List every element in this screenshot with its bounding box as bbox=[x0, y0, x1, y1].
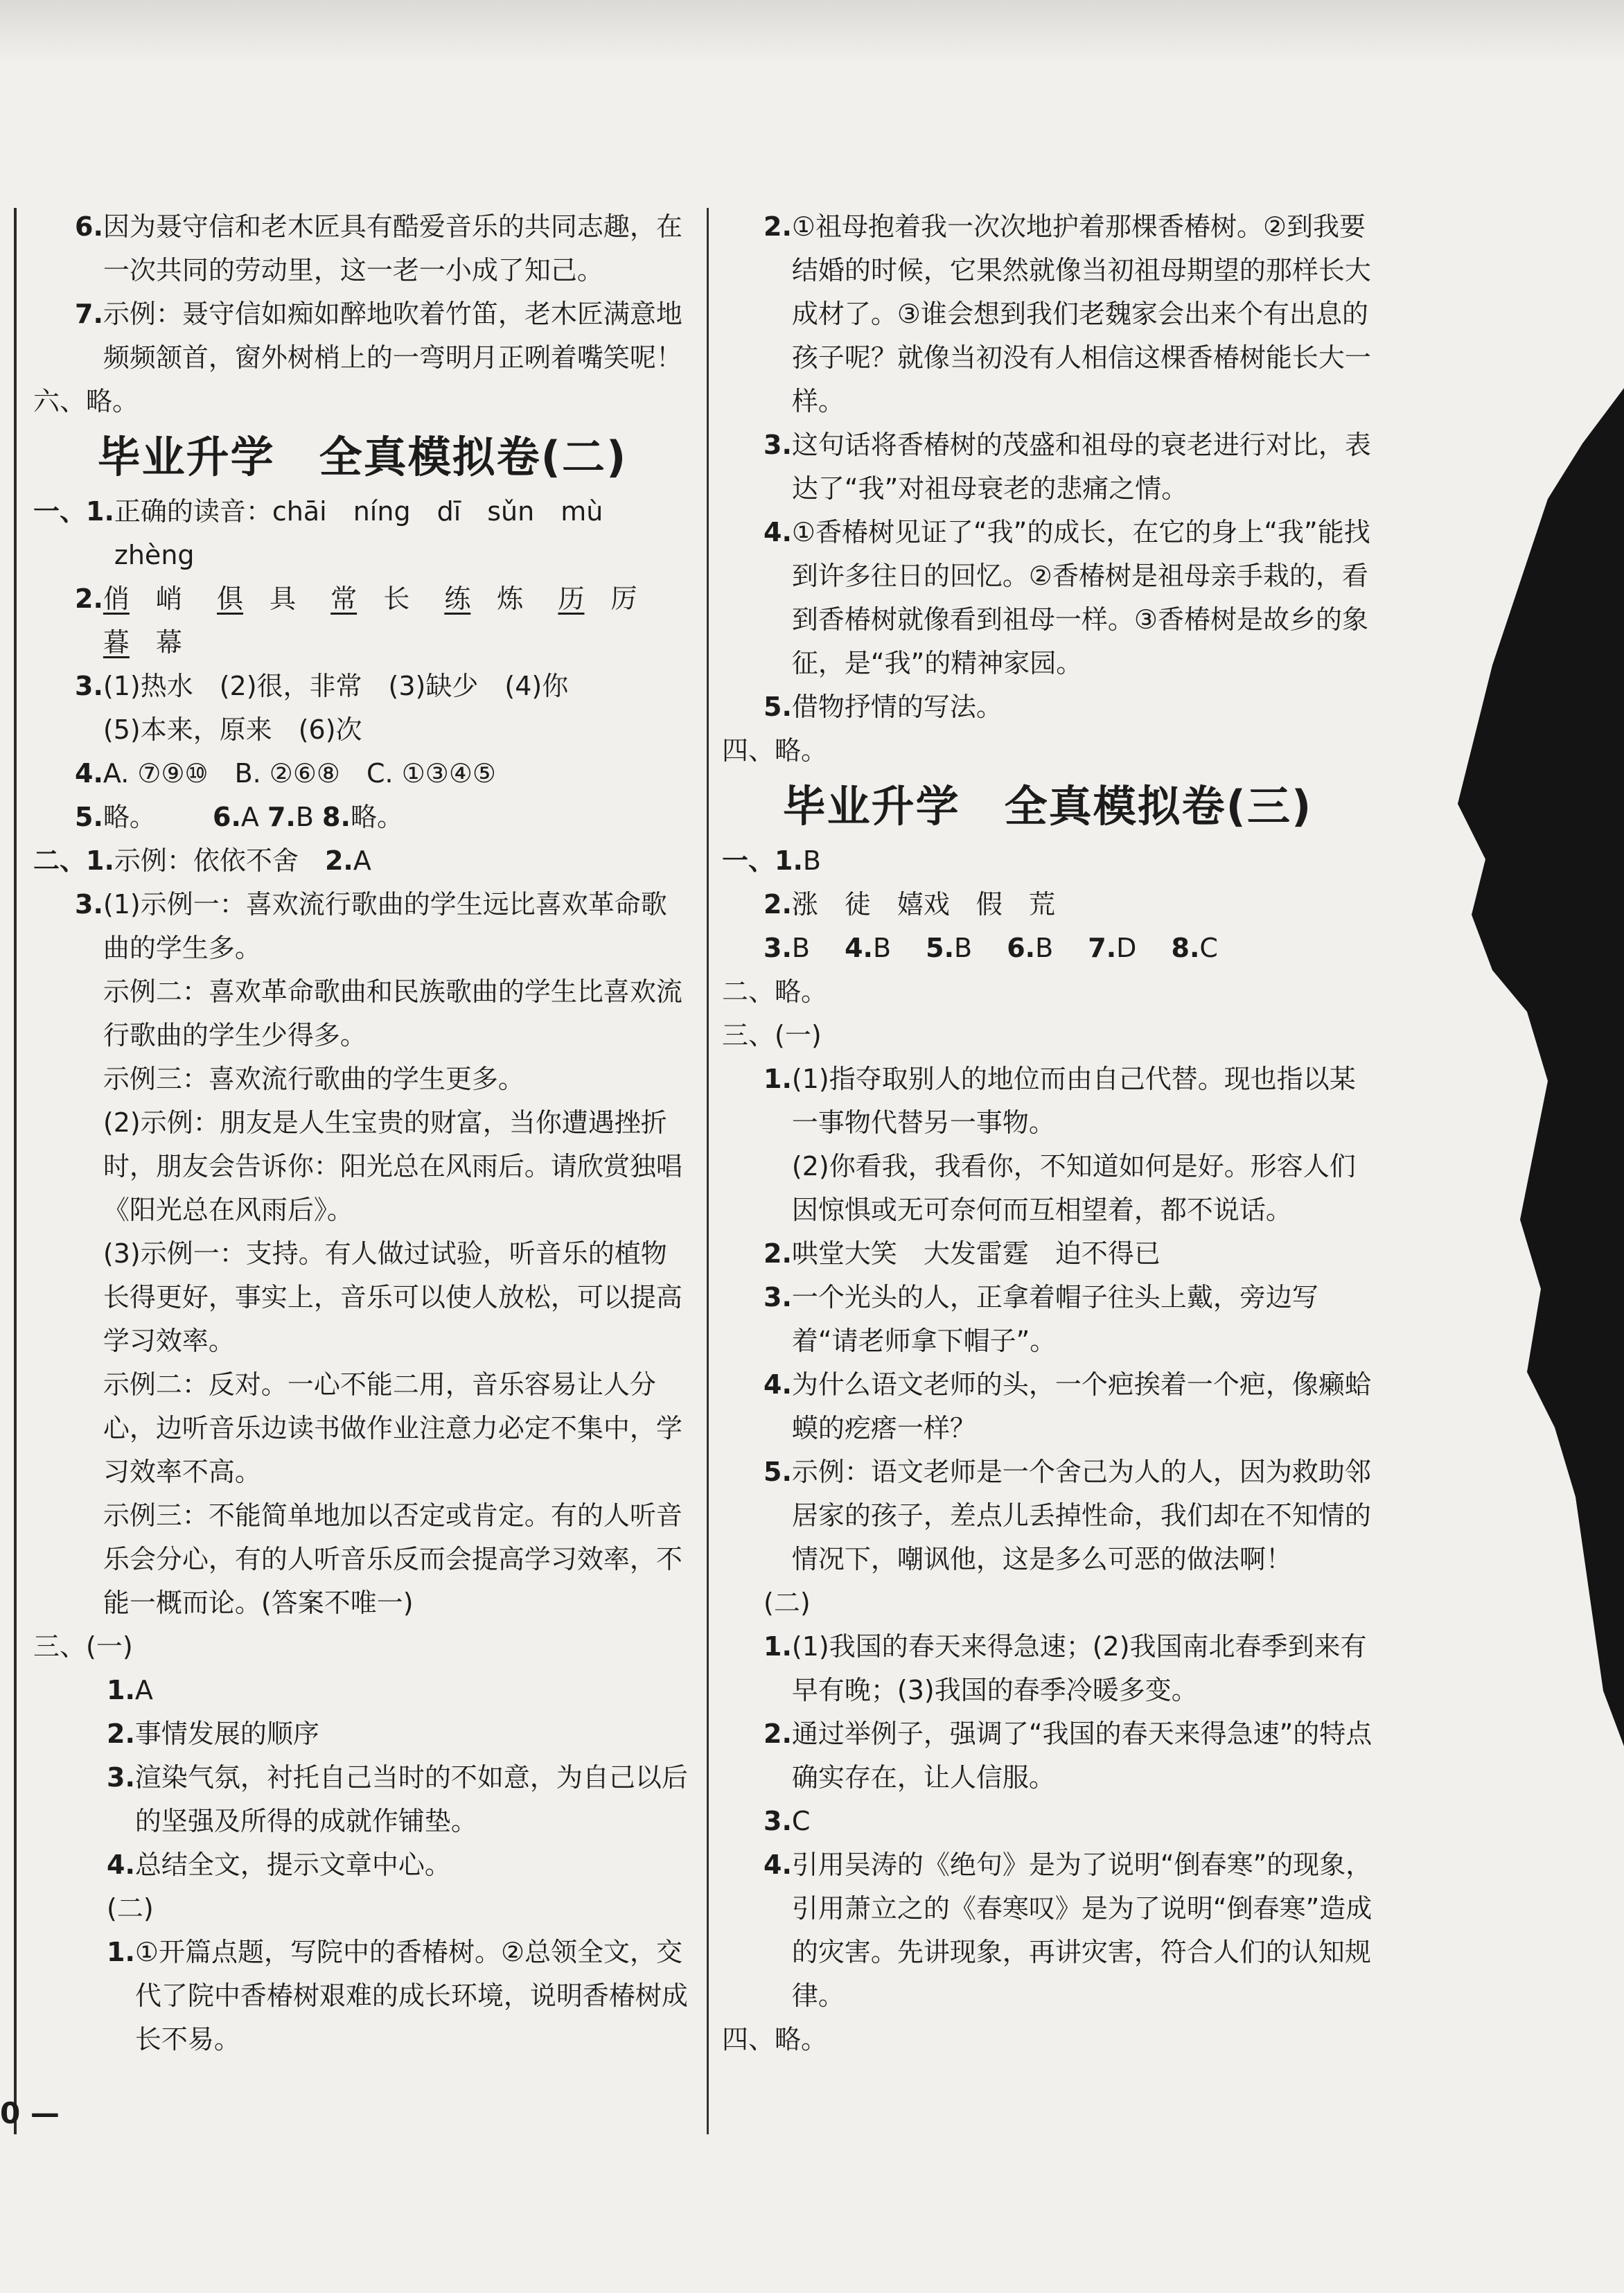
right-column bbox=[722, 205, 1373, 2062]
exam-title-2: 毕业升学 全真模拟卷(二) bbox=[97, 432, 628, 482]
section-six: 六、略。 bbox=[33, 386, 139, 416]
r-s3-q7: 2. 通过举例子，强调了“我国的春天来得急速”的特点确实存在，让人信服。 bbox=[764, 1719, 1373, 1793]
page-number: 0 — bbox=[0, 2096, 60, 2130]
r-section-two: 二、略。 bbox=[722, 976, 828, 1007]
s2-q3: 3. (1)示例一：喜欢流行歌曲的学生远比喜欢革命歌曲的学生多。 示例二：喜欢革命歌曲和民族歌曲的学生比喜欢流行歌曲的学生少得多。 示例三：喜欢流行歌曲的学生更多。 (2)示例：朋友是人生宝贵的财富，当你遭遇挫折时，朋友会告诉你：阳光总在风雨后。请欣赏独唱《阳光总在风雨后》。 (3)示例一：支持。有人做过试验，听音乐的植物长得更好，事实上，音乐可以使人放松，可以提高学习效率。 示例二：反对。一心不能二用，音乐容易让人分心，边听音乐边读书做作业注意力必定不集中，学习效率不高。 示例三：不能简单地加以否定或肯定。有的人听音乐会分心，有的人听音乐反而会提高学习效率，不能一概而论。(答案不唯一) bbox=[75, 889, 682, 1618]
r-s3-sub2: (二) bbox=[764, 1588, 811, 1618]
torn-edge-shadow bbox=[1444, 0, 1624, 2293]
s1-q5-8: 5. 略。 6.A 7.B 8.略。 bbox=[75, 802, 403, 832]
left-column bbox=[33, 205, 691, 2062]
answer-6: 6. 因为聂守信和老木匠具有酷爱音乐的共同志趣，在一次共同的劳动里，这一老一小成了知己。 bbox=[75, 211, 682, 285]
top-shadow bbox=[0, 0, 1624, 62]
torn-edge-shape bbox=[1458, 388, 1624, 1746]
s1-q3: 3. (1)热水 (2)很，非常 (3)缺少 (4)你 (5)本来，原来 (6)次 bbox=[75, 671, 569, 745]
r-s1-q1: 一、 1. B bbox=[722, 845, 821, 876]
r-section-four-2: 四、略。 bbox=[722, 2024, 828, 2055]
s1-q4: 4. A. ⑦⑨⑩ B. ②⑥⑧ C. ①③④⑤ bbox=[75, 758, 496, 789]
r-answer-4: 4. ①香椿树见证了“我”的成长，在它的身上“我”能找到许多往日的回忆。②香椿树是祖母亲手栽的，看到香椿树就像看到祖母一样。③香椿树是故乡的象征，是“我”的精神家园。 bbox=[764, 517, 1370, 678]
s3-sub2: (二) bbox=[107, 1893, 154, 1924]
r-s3-q9: 4. 引用吴涛的《绝句》是为了说明“倒春寒”的现象，引用萧立之的《春寒叹》是为了说明“倒春寒”造成的灾害。先讲现象，再讲灾害，符合人们的认知规律。 bbox=[764, 1850, 1373, 2011]
r-s3-q1: 1. (1)指夺取别人的地位而由自己代替。现也指以某一事物代替另一事物。 (2)你看我，我看你，不知道如何是好。形容人们因惊惧或无可奈何而互相望着，都不说话。 bbox=[764, 1064, 1356, 1225]
r-section-three-label: 三、(一) bbox=[722, 1020, 822, 1051]
r-s1-q3-8: 3.B 4.B 5.B 6.B 7.D 8.C bbox=[764, 933, 1218, 963]
exam-title-3: 毕业升学 全真模拟卷(三) bbox=[782, 781, 1313, 832]
s3-q5: 1. ①开篇点题，写院中的香椿树。②总领全文，交代了院中香椿树艰难的成长环境，说明香椿树成长不易。 bbox=[107, 1937, 688, 2055]
r-s3-q6: 1. (1)我国的春天来得急速；(2)我国南北春季到来有早有晚；(3)我国的春季冷暖多变。 bbox=[764, 1631, 1367, 1705]
column-divider bbox=[707, 208, 709, 2134]
r-s3-q5: 5. 示例：语文老师是一个舍己为人的人，因为救助邻居家的孩子，差点儿丢掉性命，我们却在不知情的情况下，嘲讽他，这是多么可恶的做法啊！ bbox=[764, 1457, 1371, 1574]
s1-q1: 一、 1. 正确的读音：chāi níng dī sǔn mù zhèng bbox=[33, 496, 630, 570]
s3-q1: 1. A bbox=[107, 1675, 153, 1705]
r-s3-q8: 3. C bbox=[764, 1806, 811, 1836]
r-answer-2: 2. ①祖母抱着我一次次地护着那棵香椿树。②到我要结婚的时候，它果然就像当初祖母期望的那样长大成材了。③谁会想到我们老魏家会出来个有出息的孩子呢？就像当初没有人相信这棵香椿树能长大一样。 bbox=[764, 211, 1371, 416]
s3-q2: 2. 事情发展的顺序 bbox=[107, 1719, 319, 1749]
r-s3-q4: 4. 为什么语文老师的头，一个疤挨着一个疤，像癞蛤蟆的疙瘩一样？ bbox=[764, 1369, 1371, 1443]
s1-q2: 2. 俏 峭 俱 具 常 长 练 炼 历 厉 暮 幕 bbox=[33, 577, 691, 665]
s2-q1: 二、 1. 示例：依依不舍 2.A bbox=[33, 845, 371, 876]
section-three-label: 三、(一) bbox=[33, 1631, 133, 1662]
r-section-four-1: 四、略。 bbox=[722, 735, 828, 766]
s3-q4: 4. 总结全文，提示文章中心。 bbox=[107, 1850, 451, 1880]
char-pairs: 俏 峭 俱 具 常 长 练 炼 历 厉 暮 幕 bbox=[103, 583, 637, 658]
r-s1-q2: 2. 涨 徒 嬉戏 假 荒 bbox=[764, 889, 1055, 920]
gutter-line bbox=[14, 208, 17, 2134]
r-s3-q3: 3. 一个光头的人，正拿着帽子往头上戴，旁边写着“请老师拿下帽子”。 bbox=[764, 1282, 1318, 1356]
s3-q3: 3. 渲染气氛，衬托自己当时的不如意，为自己以后的坚强及所得的成就作铺垫。 bbox=[107, 1762, 688, 1836]
r-answer-3: 3. 这句话将香椿树的茂盛和祖母的衰老进行对比，表达了“我”对祖母衰老的悲痛之情。 bbox=[764, 430, 1371, 504]
r-s3-q2: 2. 哄堂大笑 大发雷霆 迫不得已 bbox=[764, 1238, 1160, 1269]
r-answer-5: 5. 借物抒情的写法。 bbox=[764, 692, 1003, 722]
answer-7: 7. 示例：聂守信如痴如醉地吹着竹笛，老木匠满意地频频颔首，窗外树梢上的一弯明月正咧着嘴笑呢！ bbox=[75, 299, 682, 373]
